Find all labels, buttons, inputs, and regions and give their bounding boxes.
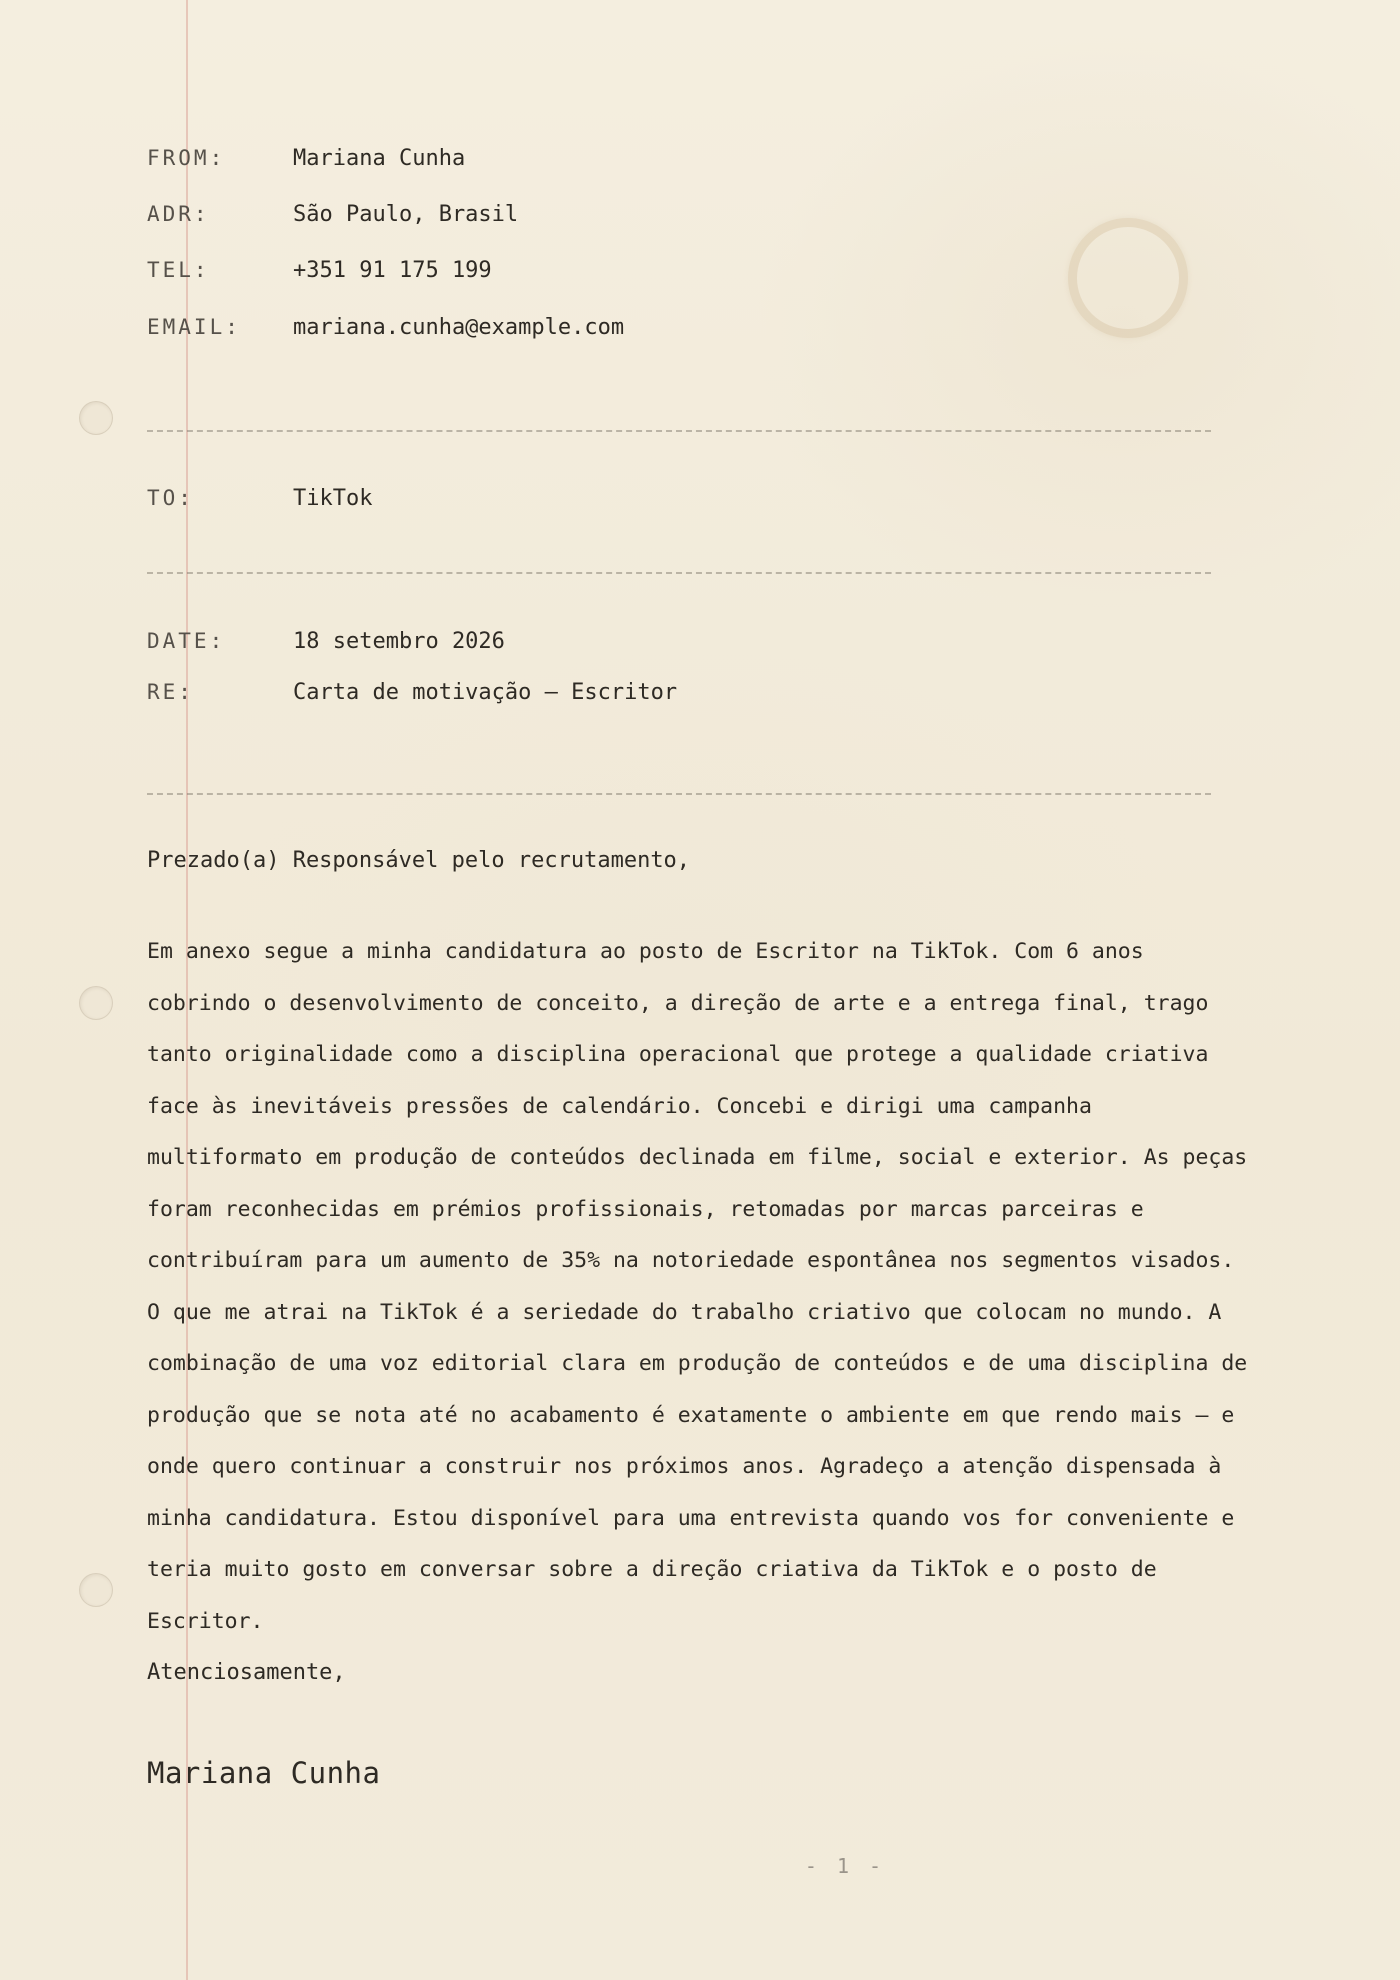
punch-hole-icon xyxy=(79,986,113,1020)
punch-hole-icon xyxy=(79,1573,113,1607)
date-value: 18 setembro 2026 xyxy=(293,629,505,654)
date-label: DATE: xyxy=(147,629,226,653)
punch-hole-icon xyxy=(79,401,113,435)
email-label: EMAIL: xyxy=(147,315,241,339)
address-label: ADR: xyxy=(147,202,210,226)
address-row xyxy=(147,200,518,229)
phone-value: +351 91 175 199 xyxy=(293,258,492,283)
address-value: São Paulo, Brasil xyxy=(293,202,519,227)
email-value: mariana.cunha@example.com xyxy=(293,315,625,340)
subject-label: RE: xyxy=(147,680,194,704)
date-row xyxy=(147,627,505,656)
to-value: TikTok xyxy=(293,486,373,511)
to-label: TO: xyxy=(147,486,194,510)
signature: Mariana Cunha xyxy=(147,1756,381,1790)
from-row xyxy=(147,144,465,173)
letter-body: Em anexo segue a minha candidatura ao posto de Escritor na TikTok. Com 6 anos cobrindo o desenvolvimento de conceito, a direção de arte e a entrega final, trago tanto originalidade como a disciplina operacional que protege a qualidade criativa face às inevitáveis pressões de calendário. Concebi e dirigi uma campanha multiformato em produção de conteúdos declinada em filme, social e exterior. As peças foram reconhecidas em prémios profissionais, retomadas por marcas parceiras e contribuíram para um aumento de 35% na notoriedade espontânea nos segmentos visados. O que me atrai na TikTok é a seriedade do trabalho criativo que colocam no mundo. A combinação de uma voz editorial clara em produção de conteúdos e de uma disciplina de produção que se nota até no acabamento é exatamente o ambiente em que rendo mais — e onde quero continuar a construir nos próximos anos. Agradeço a atenção dispensada à minha candidatura. Estou disponível para uma entrevista quando vos for conveniente e teria muito gosto em conversar sobre a direção criativa da TikTok e o posto de Escritor. xyxy=(147,939,1248,1634)
from-label: FROM: xyxy=(147,146,226,170)
subject-row xyxy=(147,678,677,707)
divider xyxy=(147,793,1211,795)
greeting: Prezado(a) Responsável pelo recrutamento, xyxy=(147,848,691,873)
closing: Atenciosamente, xyxy=(147,1660,346,1685)
from-value: Mariana Cunha xyxy=(293,146,466,171)
email-row xyxy=(147,313,624,342)
to-row xyxy=(147,484,372,513)
phone-row xyxy=(147,256,492,285)
divider xyxy=(147,430,1211,432)
divider xyxy=(147,572,1211,574)
page-number: - 1 - xyxy=(804,1854,886,1878)
coffee-stain xyxy=(1068,218,1188,338)
phone-label: TEL: xyxy=(147,258,210,282)
subject-value: Carta de motivação — Escritor xyxy=(293,680,678,705)
